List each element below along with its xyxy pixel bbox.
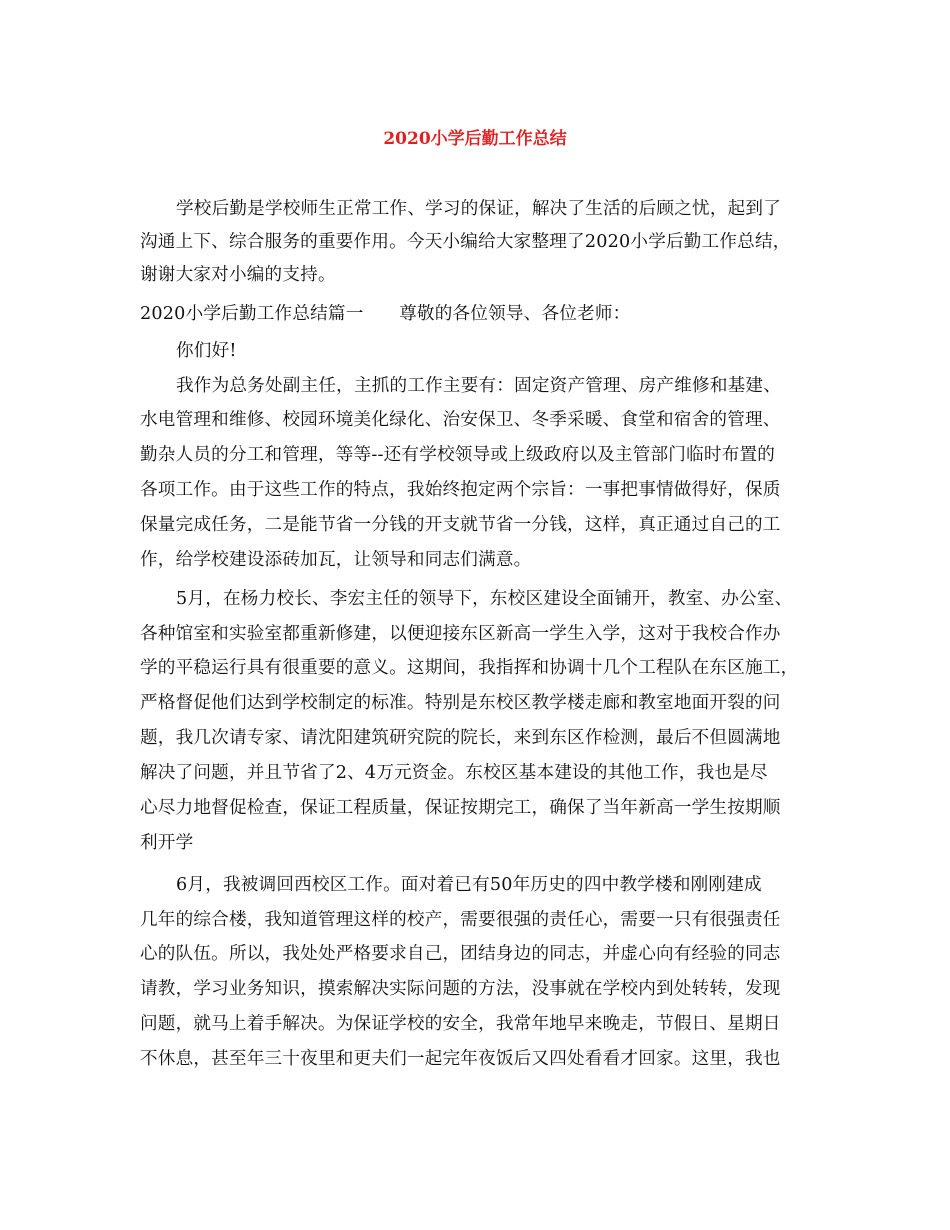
document-title: 2020小学后勤工作总结 xyxy=(383,129,567,149)
text-line: 作，给学校建设添砖加瓦，让领导和同志们满意。 xyxy=(140,550,532,570)
text-line: 利开学 xyxy=(140,833,194,853)
text-line: 请教，学习业务知识，摸索解决实际问题的方法，没事就在学校内到处转转，发现 xyxy=(140,979,781,999)
text-line: 学校后勤是学校师生正常工作、学习的保证，解决了生活的后顾之忧，起到了 xyxy=(176,199,781,219)
text-line: 水电管理和维修、校园环境美化绿化、治安保卫、冬季采暖、食堂和宿舍的管理、 xyxy=(140,410,781,430)
text-line: 沟通上下、综合服务的重要作用。今天小编给大家整理了2020小学后勤工作总结， xyxy=(140,232,791,252)
text-line: 各项工作。由于这些工作的特点，我始终抱定两个宗旨：一事把事情做得好，保质 xyxy=(140,480,781,500)
text-line: 5月，在杨力校长、李宏主任的领导下，东校区建设全面铺开，教室、办公室、 xyxy=(176,589,793,609)
text-line: 学的平稳运行具有很重要的意义。这期间，我指挥和协调十几个工程队在东区施工， xyxy=(140,658,799,678)
text-line: 心尽力地督促检查，保证工程质量，保证按期完工，确保了当年新高一学生按期顺 xyxy=(140,798,781,818)
text-line: 解决了问题，并且节省了2、4万元资金。东校区基本建设的其他工作，我也是尽 xyxy=(140,763,768,783)
text-line: 谢谢大家对小编的支持。 xyxy=(140,265,336,285)
text-line: 勤杂人员的分工和管理，等等--还有学校领导或上级政府以及主管部门临时布置的 xyxy=(140,445,776,465)
text-line: 题，我几次请专家、请沈阳建筑研究院的院长，来到东区作检测，最后不但圆满地 xyxy=(140,728,781,748)
text-line: 问题，就马上着手解决。为保证学校的安全，我常年地早来晚走，节假日、星期日 xyxy=(140,1014,781,1034)
text-line: 你们好! xyxy=(176,341,237,361)
text-line: 保量完成任务，二是能节省一分钱的开支就节省一分钱，这样，真正通过自己的工 xyxy=(140,515,781,535)
text-line: 2020小学后勤工作总结篇一 尊敬的各位领导、各位老师： xyxy=(140,304,631,324)
text-line: 不休息，甚至年三十夜里和更夫们一起完年夜饭后又四处看看才回家。这里，我也 xyxy=(140,1049,781,1069)
text-line: 心的队伍。所以，我处处严格要求自己，团结身边的同志，并虚心向有经验的同志 xyxy=(140,944,781,964)
text-line: 我作为总务处副主任，主抓的工作主要有：固定资产管理、房产维修和基建、 xyxy=(176,376,781,396)
text-line: 6月，我被调回西校区工作。面对着已有50年历史的四中教学楼和刚刚建成 xyxy=(176,875,762,895)
text-line: 严格督促他们达到学校制定的标准。特别是东校区教学楼走廊和教室地面开裂的问 xyxy=(140,693,781,713)
text-line: 几年的综合楼，我知道管理这样的校产，需要很强的责任心，需要一只有很强责任 xyxy=(140,910,781,930)
text-line: 各种馆室和实验室都重新修建，以便迎接东区新高一学生入学，这对于我校合作办 xyxy=(140,624,781,644)
